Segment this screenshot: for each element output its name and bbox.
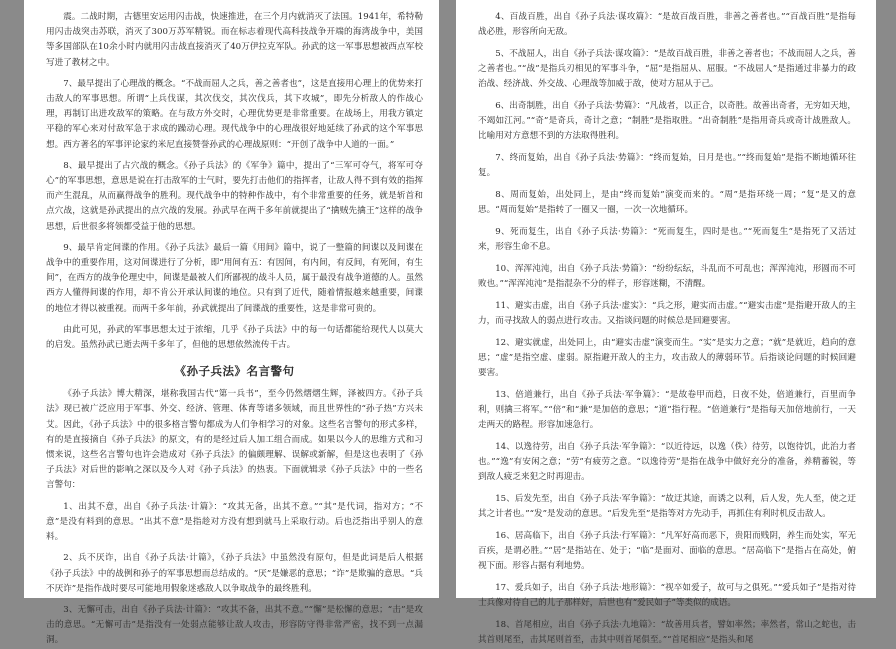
paragraph: 5、不战屈人，出自《孙子兵法·谋攻篇》：“是故百战百胜，非善之善者也；不战而屈人之兵，善之善者也。”“战”是指兵刃相见的军事斗争，“屈”是指屈从、屈服。“不战屈人”是指通过非暴力的政治战、经济战、外交战、心理战等加威于敌，使对方屈从于己。 (478, 48, 856, 90)
paragraph: 13、倍道兼行，出自《孙子兵法·军争篇》：“是故卷甲而趋，日夜不处，倍道兼行，百里而争利，则擒三将军。”“倍”和“兼”是加倍的意思；“道”指行程。“倍道兼行”是指每天加倍地前行，一天走两天的路程。形容加速急行。 (478, 389, 856, 431)
paragraph: 12、避实就虚，出处同上，由“避实击虚”演变而生。“实”是实力之意；“就”是就近，趋向的意思；“虚”是指空虚、虚弱。原指避开敌人的主力，攻击敌人的薄弱环节。后指谈论问题的时候回避要害。 (478, 337, 856, 379)
right-page (456, 0, 876, 646)
paragraph: 9、最早肯定间谍的作用。《孙子兵法》最后一篇《用间》篇中，说了一整篇的间谍以及间谍在战争中的重要作用，这对间谍进行了分析，即“用间有五：有因间，有内间，有反间，有死间，有生间”，在西方的战争伦理史中，间谍是最被人们所鄙视的战斗人员，属于最没有战争道德的人。虽然西方人懂得间谍的作用，却不肯公开承认间谍的地位。只有到了近代，随着情报越来越重要，间谍的地位才得以被重视。而两千多年前，孙武就提出了间谍战的重要性，这是非常可贵的。 (46, 242, 423, 314)
paragraph: 《孙子兵法》博大精深，堪称我国古代“第一兵书”，至今仍然熠熠生辉，泽被四方。《孙子兵法》现已被广泛应用于军事、外交、经济、管理、体育等诸多领域，而且世界性的“孙子热”方兴未艾。因此，《孙子兵法》中的很多格言警句都成为人们争相学习的对象。这些名言警句的形式多样，有的是直接摘自《孙子兵法》的原文，有的是经过后人加工组合而成。如果以今人的思维方式和习惯来说，这些名言警句也许会造成对《孙子兵法》的偏颇理解、误解或新解，但是这也表明了《孙子兵法》对后世的影响之深以及今人对《孙子兵法》的热衷。下面就辑录《孙子兵法》中的一些名言警句： (46, 389, 423, 491)
paragraph: 2、兵不厌诈，出自《孙子兵法·计篇》，《孙子兵法》中虽然没有原句，但是此词是后人根据《孙子兵法》中的战例和孙子的军事思想而总结成的。“厌”是嫌恶的意思；“诈”是欺骗的意思。“兵不厌诈”是指作战时要尽可能地用假象迷惑敌人以争取战争的最终胜利。 (46, 553, 423, 594)
paragraph: 8、周而复始，出处同上，是由“终而复始”演变而来的。“周”是指环绕一周；“复”是又的意思。“周而复始”是指转了一圈又一圈，一次一次地循环。 (478, 190, 856, 216)
paragraph: 17、爱兵如子，出自《孙子兵法·地形篇》：“视卒如爱子，故可与之俱死。”“爱兵如子”是指对待士兵像对待自己的儿子那样好，后世也有“爱民如子”等类似的成语。 (478, 583, 856, 609)
paragraph: 9、死而复生，出自《孙子兵法·势篇》：“死而复生，四时是也。”“死而复生”是指死了又活过来，形容生命不息。 (478, 226, 856, 253)
paragraph: 3、无懈可击，出自《孙子兵法·计篇》：“攻其不备，出其不意。”“懈”是松懈的意思；“击”是攻击的意思。“无懈可击”是指没有一处弱点能够让敌人攻击，形容防守得非常严密，找不到一点漏洞。 (46, 604, 423, 646)
paragraph: 14、以逸待劳，出自《孙子兵法·军争篇》：“以近待远，以逸（佚）待劳，以饱待饥，此治力者也。”“逸”有安闲之意；“劳”有疲劳之意。“以逸待劳”是指在战争中做好充分的准备，养精蓄锐，等到敌人疲乏来犯之时再迎击。 (478, 441, 856, 483)
paragraph: 震。二战时期，古德里安运用闪击战，快速推进，在三个月内就消灭了法国。1941年，希特勒用闪击战突击苏联，消灭了300万苏军精锐。而在标志着现代高科技战争开端的海湾战争中，美国等多国部队在10余小时内就用闪击战直接消灭了40万伊拉克军队。孙武的这一军事思想被西点军校写进了教材之中。 (46, 12, 423, 68)
paragraph: 8、最早提出了占穴战的概念。《孙子兵法》的《军争》篇中，提出了“三军可夺气，将军可夺心”的军事思想，意思是说在打击敌军的士气时，要先打击他们的指挥者，让敌人得不到有效的指挥而产生混乱，从而赢得战争的胜利。现代战争中的特种作战中，有个非常重要的任务，就是斩首和点穴战，这就是孙武提出的点穴战的发展。孙武早在两千多年前就提出了“擒贼先擒王”这样的战争思想，后世很多将领都受益于他的思想。 (46, 160, 423, 232)
paragraph: 由此可见，孙武的军事思想太过于浓缩，几乎《孙子兵法》中的每一句话都能给现代人以莫大的启发。虽然孙武已逝去两千多年了，但他的思想依然流传千古。 (46, 324, 423, 351)
paragraph: 10、浑浑沌沌，出自《孙子兵法·势篇》：“纷纷纭纭，斗乱而不可乱也；浑浑沌沌，形圆而不可败也。”“浑浑沌沌”是指混杂不分的样子，形容迷糊，不清醒。 (478, 263, 856, 290)
paragraph: 1、出其不意，出自《孙子兵法·计篇》：“攻其无备，出其不意。”“其”是代词，指对方；“不意”是没有料到的意思。“出其不意”是指趁对方没有想到就马上采取行动。后也泛指出乎别人的意料。 (46, 501, 423, 543)
paragraph: 11、避实击虚，出自《孙子兵法·虚实》：“兵之形，避实而击虚。”“避实击虚”是指避开敌人的主力，而寻找敌人的弱点进行攻击。又指谈问题的时候总是回避要害。 (478, 300, 856, 326)
paragraph: 4、百战百胜，出自《孙子兵法·谋攻篇》：“是故百战百胜，非善之善者也。”“百战百胜”是指每战必胜，形容所向无敌。 (478, 12, 856, 38)
paragraph: 18、首尾相应，出自《孙子兵法·九地篇》：“故善用兵者，譬如率然；率然者，常山之蛇也，击其首则尾至，击其尾则首至，击其中则首尾俱至。”“首尾相应”是指头和尾 (478, 619, 856, 646)
section-title: 《孙子兵法》名言警句 (174, 364, 295, 379)
paragraph: 6、出奇制胜，出自《孙子兵法·势篇》：“凡战者，以正合，以奇胜。故善出奇者，无穷如天地，不竭如江河。”“奇”是奇兵，奇计之意；“制胜”是指取胜。“出奇制胜”是指用奇兵或奇计战胜敌人。比喻用对方意想不到的方法取得胜利。 (478, 101, 856, 142)
paragraph: 7、终而复始，出自《孙子兵法·势篇》：“终而复始，日月是也。”“终而复始”是指不断地循环往复。 (478, 153, 856, 179)
paragraph: 16、居高临下，出自《孙子兵法·行军篇》：“凡军好高而恶下，贵阳而贱阴，养生而处实，军无百疾，是谓必胜。”“居”是指站在、处于；“临”是面对、面临的意思。“居高临下”是指占在高处，俯视下面。形容占据有利地势。 (478, 530, 856, 572)
paragraph: 15、后发先至，出自《孙子兵法·军争篇》：“故迂其途，而诱之以利，后人发，先人至，使之迂其之计者也。”“发”是发动的意思。“后发先至”是指等对方先动手，再抓住有利时机反击敌人。 (478, 493, 856, 520)
left-page (24, 0, 439, 646)
paragraph: 7、最早提出了心理战的概念。“不战而屈人之兵，善之善者也”，这是直接用心理上的优势来打击敌人的军事思想。所谓“上兵伐谋，其次伐交，其次伐兵，其下攻城”，即先分析敌人的作战心理，再制订出进攻敌军的策略。在与敌方外交时，心理优势更是非常重要。在战场上，用我方镇定平稳的军心来对付敌军急于求成的躁动心理。现代战争中的心理战很好地延续了孙武的这个军事思想。西方著名的军事评论家约米尼直接赞誉孙武的心理战原则：“开创了战争中人道的一面。” (46, 78, 423, 150)
